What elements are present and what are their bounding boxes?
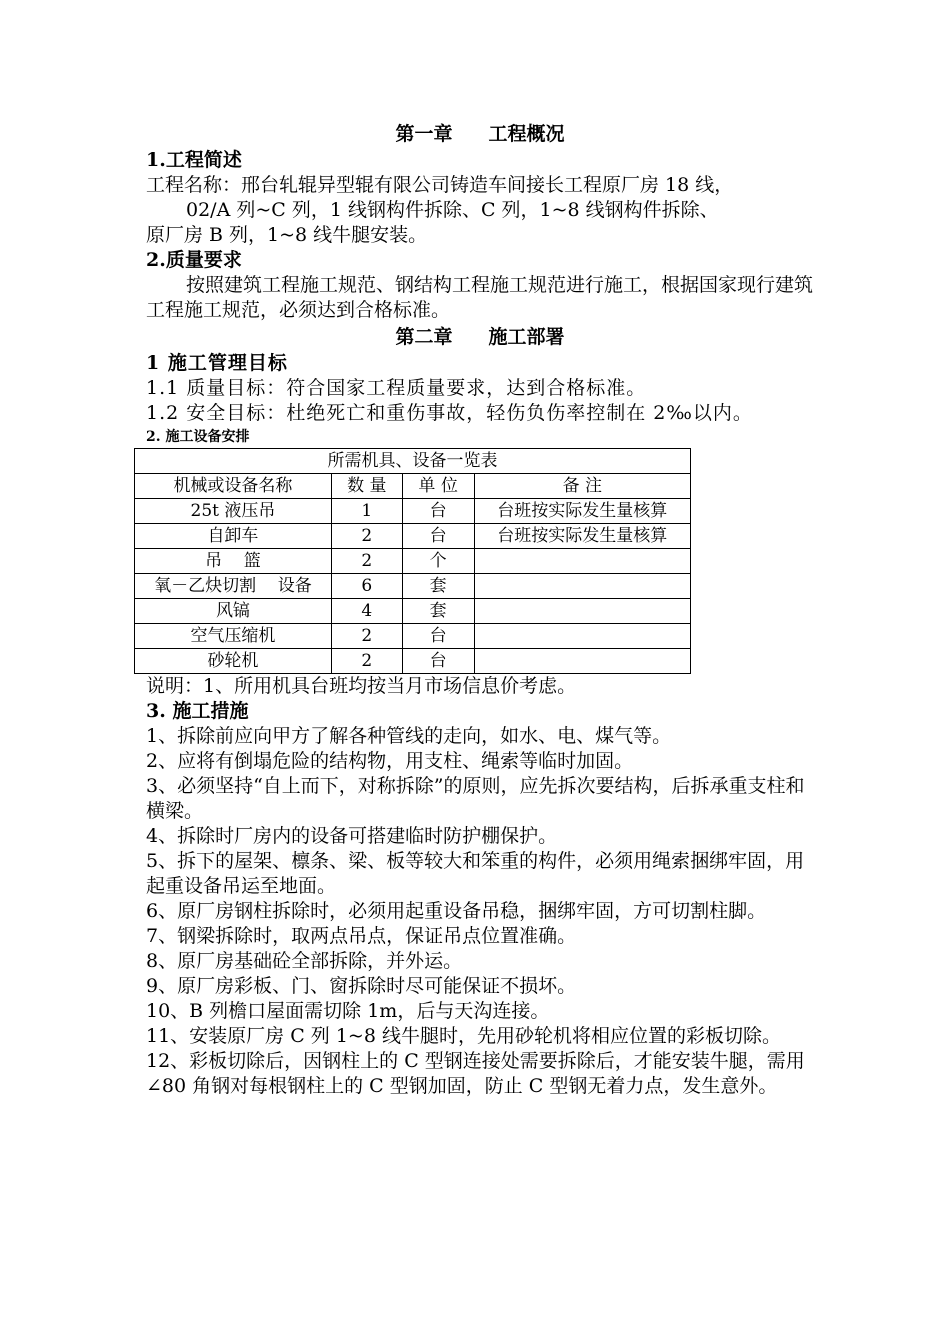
table-note: 说明：1、所用机具台班均按当月市场信息价考虑。	[146, 675, 577, 697]
list-item: 5、拆下的屋架、檩条、梁、板等较大和笨重的构件，必须用绳索捆绑牢固，用起重设备吊运至地面。	[146, 850, 805, 897]
table-caption: 所需机具、设备一览表	[135, 449, 691, 474]
table-cell: 吊 篮	[135, 549, 332, 574]
table-cell: 个	[402, 549, 474, 574]
list-item: 2、应将有倒塌危险的结构物，用支柱、绳索等临时加固。	[146, 750, 634, 772]
table-cell: 6	[331, 574, 402, 599]
project-name-line: 工程名称：邢台轧辊异型辊有限公司铸造车间接长工程原厂房 18 线，	[146, 174, 734, 196]
quality-requirement-text: 按照建筑工程施工规范、钢结构工程施工规范进行施工，根据国家现行建筑工程施工规范，必须达到合格标准。	[146, 274, 814, 321]
table-cell: 自卸车	[135, 524, 332, 549]
chapter1-title: 第一章 工程概况	[395, 123, 565, 145]
table-cell: 台	[402, 624, 474, 649]
measures-list	[146, 724, 814, 1099]
section-heading: 2. 施工设备安排	[146, 429, 250, 445]
table-row	[135, 624, 691, 649]
table-row	[135, 549, 691, 574]
list-item: 7、钢梁拆除时，取两点吊点，保证吊点位置准确。	[146, 925, 577, 947]
list-item: 3、必须坚持“自上而下，对称拆除”的原则，应先拆次要结构，后拆承重支柱和横梁。	[146, 775, 805, 822]
table-cell	[474, 549, 690, 574]
list-item: 11、安装原厂房 C 列 1~8 线牛腿时，先用砂轮机将相应位置的彩板切除。	[146, 1025, 781, 1047]
section-heading: 2.质量要求	[146, 249, 242, 271]
table-cell: 2	[331, 524, 402, 549]
list-item: 12、彩板切除后，因钢柱上的 C 型钢连接处需要拆除后，才能安装牛腿，需用∠80 角钢对每根钢柱上的 C 型钢加固，防止 C 型钢无着力点，发生意外。	[146, 1050, 805, 1097]
table-cell: 氧－乙炔切割 设备	[135, 574, 332, 599]
table-row	[135, 524, 691, 549]
table-cell: 台班按实际发生量核算	[474, 499, 690, 524]
table-cell: 空气压缩机	[135, 624, 332, 649]
table-cell: 台	[402, 499, 474, 524]
table-row	[135, 499, 691, 524]
chapter2-title: 第二章 施工部署	[395, 326, 565, 348]
section-heading: 1 施工管理目标	[146, 352, 288, 374]
table-cell: 风镐	[135, 599, 332, 624]
list-item: 8、原厂房基础砼全部拆除，并外运。	[146, 950, 463, 972]
table-cell: 台	[402, 649, 474, 674]
equipment-table	[134, 448, 691, 674]
table-row	[135, 574, 691, 599]
table-header: 备 注	[474, 474, 690, 499]
table-row	[135, 649, 691, 674]
list-item: 9、原厂房彩板、门、窗拆除时尽可能保证不损坏。	[146, 975, 577, 997]
table-cell: 台	[402, 524, 474, 549]
document-page	[146, 120, 814, 1099]
list-item: 1、拆除前应向甲方了解各种管线的走向，如水、电、煤气等。	[146, 725, 672, 747]
quality-goal: 1.1 质量目标：符合国家工程质量要求，达到合格标准。	[146, 377, 647, 399]
table-header: 单 位	[402, 474, 474, 499]
list-item: 6、原厂房钢柱拆除时，必须用起重设备吊稳，捆绑牢固，方可切割柱脚。	[146, 900, 767, 922]
table-cell: 砂轮机	[135, 649, 332, 674]
table-cell: 2	[331, 649, 402, 674]
table-cell: 套	[402, 599, 474, 624]
table-header-row	[135, 474, 691, 499]
table-cell: 2	[331, 624, 402, 649]
section-heading: 1.工程简述	[146, 149, 242, 171]
table-cell	[474, 574, 690, 599]
table-cell: 2	[331, 549, 402, 574]
table-cell	[474, 624, 690, 649]
table-cell: 1	[331, 499, 402, 524]
safety-goal: 1.2 安全目标：杜绝死亡和重伤事故，轻伤负伤率控制在 2‰以内。	[146, 402, 753, 424]
section-heading: 3. 施工措施	[146, 700, 249, 722]
table-cell: 台班按实际发生量核算	[474, 524, 690, 549]
table-cell	[474, 649, 690, 674]
table-cell: 4	[331, 599, 402, 624]
project-name-line: 原厂房 B 列，1~8 线牛腿安装。	[146, 224, 428, 246]
table-header: 数 量	[331, 474, 402, 499]
table-cell: 25t 液压吊	[135, 499, 332, 524]
table-cell	[474, 599, 690, 624]
table-cell: 套	[402, 574, 474, 599]
table-row	[135, 599, 691, 624]
project-name-line: 02/A 列~C 列，1 线钢构件拆除、C 列，1~8 线钢构件拆除、	[186, 199, 719, 221]
table-header: 机械或设备名称	[135, 474, 332, 499]
list-item: 4、拆除时厂房内的设备可搭建临时防护棚保护。	[146, 825, 558, 847]
list-item: 10、B 列檐口屋面需切除 1m，后与天沟连接。	[146, 1000, 550, 1022]
